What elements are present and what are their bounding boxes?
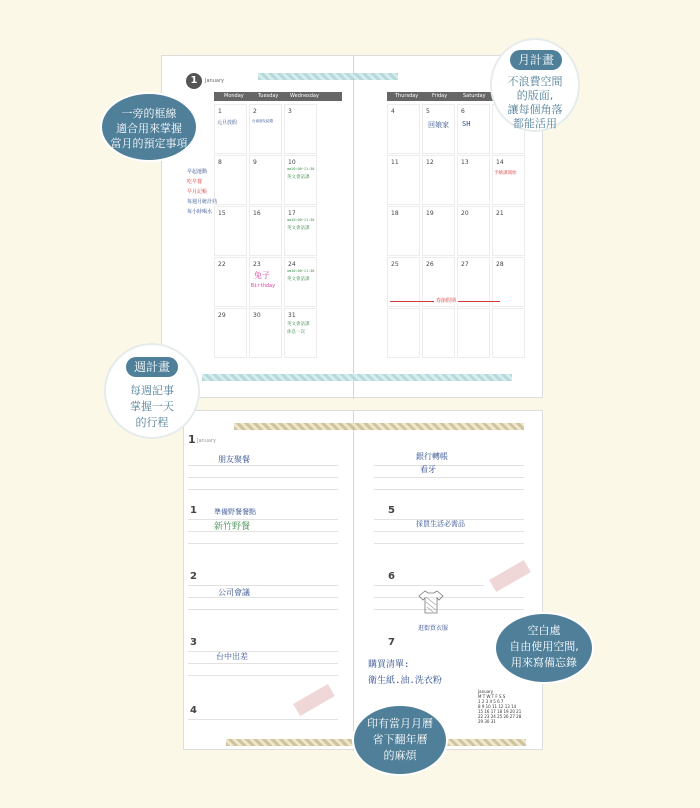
weekday-label: Saturday bbox=[463, 93, 486, 99]
mini-calendar-row: 29 30 31 bbox=[478, 719, 496, 724]
cell-note: am10:00~11:30 bbox=[287, 167, 315, 171]
side-note: 早起運動 bbox=[187, 169, 208, 175]
side-box-callout bbox=[100, 92, 198, 162]
rule-line bbox=[188, 719, 338, 720]
day-number: 21 bbox=[496, 210, 504, 217]
day-cell[interactable] bbox=[422, 206, 455, 256]
cell-note: 休息一次 bbox=[287, 330, 305, 335]
mini-calendar-row: 1 2 3 4 5 6 7 bbox=[478, 699, 504, 704]
holiday-note: 春節假期 bbox=[436, 298, 457, 304]
day-number: 25 bbox=[391, 261, 399, 268]
week-entry: 逛街買衣服 bbox=[418, 625, 449, 632]
day-number: 29 bbox=[218, 312, 226, 319]
day-number: 23 bbox=[253, 261, 261, 268]
day-number: 20 bbox=[461, 210, 469, 217]
day-number: 8 bbox=[218, 159, 222, 166]
week-day-number: 7 bbox=[388, 637, 395, 648]
rule-line bbox=[374, 477, 524, 478]
day-cell[interactable] bbox=[457, 104, 490, 154]
callout-line: 適合用來掌握 bbox=[116, 122, 182, 135]
callout-line: 一旁的框線 bbox=[121, 107, 177, 120]
callout-line: 省下翻年曆 bbox=[372, 733, 428, 746]
mini-calendar-row: 15 16 17 18 19 20 21 bbox=[478, 709, 522, 714]
month-number-badge: 1 bbox=[186, 73, 202, 89]
shirt-doodle-icon bbox=[416, 589, 446, 615]
day-cell[interactable] bbox=[492, 206, 525, 256]
monthly-planner-spread bbox=[161, 55, 543, 398]
day-number: 22 bbox=[218, 261, 226, 268]
weekday-label: Monday bbox=[224, 93, 244, 99]
cell-note: 手繪課開始 bbox=[494, 171, 517, 176]
side-note: 每小時喝水 bbox=[187, 209, 213, 215]
rule-line bbox=[188, 477, 338, 478]
mini-calendar bbox=[478, 689, 521, 724]
mini-calendar-row: 8 9 10 11 12 13 14 bbox=[478, 704, 517, 709]
rule-line bbox=[188, 465, 338, 466]
weekday-label: Wednesday bbox=[290, 93, 319, 99]
day-number: 6 bbox=[461, 108, 465, 115]
spine bbox=[353, 411, 354, 751]
mini-calendar-head: M T W T F S S bbox=[478, 694, 506, 699]
side-note: 每週月統計熟 bbox=[187, 199, 218, 205]
weekly-planner-spread bbox=[183, 410, 543, 750]
washi-tape bbox=[258, 73, 398, 80]
month-name: January bbox=[205, 78, 224, 84]
callout-line: 當月的預定事項 bbox=[110, 137, 188, 150]
monthly-plan-callout bbox=[490, 38, 580, 132]
week-entry: 朋友聚餐 bbox=[218, 455, 250, 464]
cell-note: 英文會話課 bbox=[287, 226, 310, 231]
week-day-number: 2 bbox=[190, 571, 197, 582]
mini-calendar-callout bbox=[352, 704, 448, 776]
day-number: 27 bbox=[461, 261, 469, 268]
weekly-plan-callout bbox=[104, 343, 200, 439]
mini-calendar-title: January bbox=[478, 689, 494, 694]
day-cell[interactable] bbox=[387, 308, 420, 358]
day-number: 5 bbox=[426, 108, 430, 115]
day-cell[interactable] bbox=[457, 155, 490, 205]
cell-note: 英文會話課 bbox=[287, 175, 310, 180]
callout-line: 都能活用 bbox=[513, 117, 557, 130]
day-number: 1 bbox=[218, 108, 222, 115]
rule-line bbox=[188, 585, 338, 586]
rule-line bbox=[188, 663, 338, 664]
rule-line bbox=[188, 597, 338, 598]
day-number: 10 bbox=[288, 159, 296, 166]
day-cell[interactable] bbox=[214, 206, 247, 256]
day-number: 14 bbox=[496, 159, 504, 166]
callout-line: 的版面, bbox=[516, 89, 554, 102]
day-cell[interactable] bbox=[284, 206, 317, 256]
week-entry: 台中出差 bbox=[216, 652, 248, 661]
day-cell[interactable] bbox=[387, 206, 420, 256]
day-cell[interactable] bbox=[492, 257, 525, 307]
day-cell[interactable] bbox=[249, 104, 282, 154]
day-number: 19 bbox=[426, 210, 434, 217]
rule-line bbox=[188, 651, 338, 652]
day-number: 24 bbox=[288, 261, 296, 268]
week-day-number: 5 bbox=[388, 505, 395, 516]
day-number: 9 bbox=[253, 159, 257, 166]
day-cell[interactable] bbox=[457, 206, 490, 256]
cell-note: 回娘家 bbox=[428, 121, 449, 129]
day-cell[interactable] bbox=[457, 257, 490, 307]
day-number: 3 bbox=[288, 108, 292, 115]
day-number: 16 bbox=[253, 210, 261, 217]
day-cell[interactable] bbox=[284, 155, 317, 205]
rule-line bbox=[188, 531, 338, 532]
day-number: 26 bbox=[426, 261, 434, 268]
day-cell[interactable] bbox=[214, 308, 247, 358]
day-cell[interactable] bbox=[214, 104, 247, 154]
callout-line: 的行程 bbox=[135, 416, 169, 429]
washi-tape bbox=[489, 560, 531, 592]
day-cell[interactable] bbox=[249, 155, 282, 205]
cell-note: 元旦放假 bbox=[217, 120, 238, 126]
weekday-label: Tuesday bbox=[258, 93, 279, 99]
day-cell[interactable] bbox=[387, 155, 420, 205]
washi-tape bbox=[293, 684, 335, 716]
day-number: 4 bbox=[391, 108, 395, 115]
cell-note: am10:00~11:30 bbox=[287, 218, 315, 222]
cell-note: 英文會話課 bbox=[287, 277, 310, 282]
callout-line: 空白處 bbox=[527, 624, 561, 637]
weekday-label: Friday bbox=[432, 93, 448, 99]
week-day-number: 1 bbox=[190, 505, 197, 516]
callout-title: 週計畫 bbox=[126, 357, 178, 377]
rule-line bbox=[188, 675, 338, 676]
week-entry: 公司會議 bbox=[218, 588, 250, 597]
week-day-number: 4 bbox=[190, 705, 197, 716]
day-number: 13 bbox=[461, 159, 469, 166]
rule-line bbox=[188, 543, 338, 544]
week-entry: 銀行轉帳 bbox=[416, 452, 448, 461]
shopping-title: 購買清單: bbox=[368, 660, 410, 670]
rule-line bbox=[374, 489, 524, 490]
washi-tape bbox=[234, 423, 524, 430]
day-cell[interactable] bbox=[214, 257, 247, 307]
day-number: 11 bbox=[391, 159, 399, 166]
day-cell[interactable] bbox=[214, 155, 247, 205]
week-entry: 採買生活必需品 bbox=[416, 520, 465, 528]
mini-calendar-row: 22 23 24 25 26 27 28 bbox=[478, 714, 522, 719]
day-number: 17 bbox=[288, 210, 296, 217]
day-number: 31 bbox=[288, 312, 296, 319]
week-month-number: 1 bbox=[188, 433, 196, 446]
day-cell[interactable] bbox=[284, 257, 317, 307]
rule-line bbox=[374, 465, 524, 466]
cell-note: 英文會話課 bbox=[287, 322, 310, 327]
rule-line bbox=[374, 597, 524, 598]
callout-line: 自由使用空間, bbox=[509, 640, 579, 653]
day-number: 15 bbox=[218, 210, 226, 217]
callout-line: 讓每個角落 bbox=[507, 103, 563, 116]
cell-note: 兔子 bbox=[254, 271, 270, 280]
day-cell[interactable] bbox=[422, 155, 455, 205]
week-day-number: 6 bbox=[388, 571, 395, 582]
cell-note: SH bbox=[462, 120, 471, 128]
weekday-label: Thursday bbox=[395, 93, 419, 99]
day-cell[interactable] bbox=[284, 308, 317, 358]
day-cell[interactable] bbox=[249, 257, 282, 307]
callout-line: 不浪費空間 bbox=[507, 75, 563, 88]
rule-line bbox=[188, 519, 338, 520]
week-entry: 新竹野餐 bbox=[214, 522, 251, 532]
day-cell[interactable] bbox=[492, 155, 525, 205]
rule-line bbox=[188, 609, 338, 610]
cell-note: 台南朋友結婚 bbox=[252, 119, 273, 123]
cell-note: Birthday bbox=[251, 283, 276, 289]
week-entry: 準備野餐餐點 bbox=[214, 508, 256, 516]
day-cell[interactable] bbox=[457, 308, 490, 358]
callout-line: 用來寫備忘錄 bbox=[511, 656, 577, 669]
day-cell[interactable] bbox=[387, 257, 420, 307]
shopping-items: 衛生紙.油.洗衣粉 bbox=[368, 676, 442, 686]
day-number: 2 bbox=[253, 108, 257, 115]
callout-line: 掌握一天 bbox=[130, 400, 174, 413]
day-cell[interactable] bbox=[284, 104, 317, 154]
blank-space-callout bbox=[494, 612, 594, 684]
spine bbox=[353, 56, 354, 399]
day-number: 30 bbox=[253, 312, 261, 319]
rule-line bbox=[374, 531, 524, 532]
callout-line: 每週記事 bbox=[130, 384, 174, 397]
weekday-header-left bbox=[214, 92, 342, 101]
callout-line: 印有當月月曆 bbox=[367, 717, 433, 730]
week-month-name: January bbox=[197, 438, 216, 444]
day-number: 28 bbox=[496, 261, 504, 268]
day-cell[interactable] bbox=[422, 308, 455, 358]
day-cell[interactable] bbox=[387, 104, 420, 154]
callout-title: 月計畫 bbox=[510, 50, 562, 70]
day-number: 12 bbox=[426, 159, 434, 166]
day-cell[interactable] bbox=[422, 104, 455, 154]
day-cell[interactable] bbox=[249, 206, 282, 256]
washi-tape bbox=[202, 374, 512, 381]
rule-line bbox=[374, 585, 484, 586]
cell-note: am10:00~11:30 bbox=[287, 269, 315, 273]
day-cell[interactable] bbox=[492, 308, 525, 358]
day-number: 18 bbox=[391, 210, 399, 217]
side-note: 吃早餐 bbox=[187, 179, 203, 185]
callout-line: 的麻煩 bbox=[383, 749, 417, 762]
side-note: 早月記帳 bbox=[187, 189, 208, 195]
day-cell[interactable] bbox=[249, 308, 282, 358]
week-entry: 看牙 bbox=[420, 465, 436, 474]
rule-line bbox=[374, 543, 524, 544]
week-day-number: 3 bbox=[190, 637, 197, 648]
rule-line bbox=[374, 609, 524, 610]
rule-line bbox=[188, 489, 338, 490]
